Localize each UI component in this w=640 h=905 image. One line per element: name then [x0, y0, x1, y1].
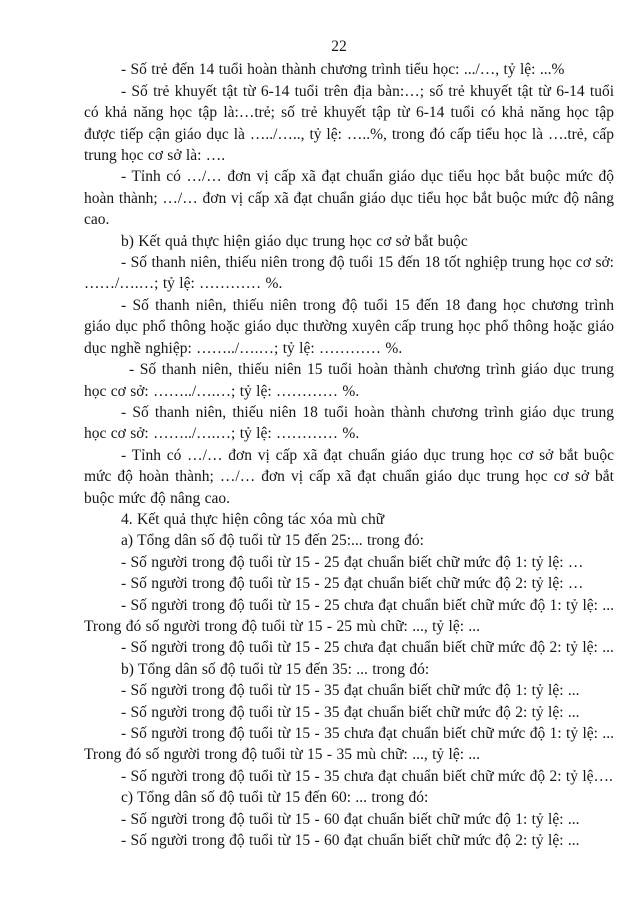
section-heading-4-literacy: 4. Kết quả thực hiện công tác xóa mù chữ [121, 510, 385, 528]
paragraph-15-18-graduation: - Số thanh niên, thiếu niên trong độ tuổi 15 đến 18 tốt nghiệp trung học cơ sở: ……/….…; tỷ lệ: ………… %. [84, 254, 614, 293]
page-number: 22 [331, 38, 347, 55]
paragraph-15-35-below-level2: - Số người trong độ tuổi từ 15 - 35 chưa đạt chuẩn biết chữ mức độ 2: tỷ lệ…. [121, 767, 613, 785]
paragraph-15-25-below-level2: - Số người trong độ tuổi từ 15 - 25 chưa đạt chuẩn biết chữ mức độ 2: tỷ lệ: ... [121, 639, 614, 657]
paragraph-15-18-enrolled: - Số thanh niên, thiếu niên trong độ tuổi 15 đến 18 đang học chương trình giáo dục phổ thông hoặc giáo dục thường xuyên cấp trung học phổ thông hoặc giáo dục nghề nghiệp: ……../….…; tỷ lệ: ………… %. [84, 296, 614, 357]
section-heading-b-15-35: b) Tổng dân số độ tuổi từ 15 đến 35: ... trong đó: [121, 660, 430, 678]
section-heading-c-15-60: c) Tổng dân số độ tuổi từ 15 đến 60: ... trong đó: [121, 789, 429, 807]
section-heading-a-15-25: a) Tổng dân số độ tuổi từ 15 đến 25:... trong đó: [121, 532, 424, 550]
paragraph-province-secondary-standard: - Tỉnh có …/… đơn vị cấp xã đạt chuẩn giáo dục trung học cơ sở bắt buộc mức độ hoàn thành; …/… đơn vị cấp xã đạt chuẩn giáo dục trung học cơ sở bắt buộc mức độ nâng cao. [84, 446, 614, 507]
paragraph-18-completion: - Số thanh niên, thiếu niên 18 tuổi hoàn thành chương trình giáo dục trung học cơ sở: ……../….…; tỷ lệ: ………… %. [84, 403, 614, 443]
paragraph-province-primary-standard: - Tỉnh có …/… đơn vị cấp xã đạt chuẩn giáo dục tiểu học bắt buộc mức độ hoàn thành; …/… đơn vị cấp xã đạt chuẩn giáo dục tiểu học bắt buộc mức độ nâng cao. [84, 168, 614, 229]
document-body [84, 59, 614, 851]
paragraph-15-35-level1: - Số người trong độ tuổi từ 15 - 35 đạt chuẩn biết chữ mức độ 1: tỷ lệ: ... [121, 682, 580, 700]
paragraph-15-35-below-level1: - Số người trong độ tuổi từ 15 - 35 chưa đạt chuẩn biết chữ mức độ 1: tỷ lệ: ... Trong đó số người trong độ tuổi từ 15 - 35 mù chữ: ..., tỷ lệ: ... [84, 725, 614, 764]
paragraph-15-25-below-level1: - Số người trong độ tuổi từ 15 - 25 chưa đạt chuẩn biết chữ mức độ 1: tỷ lệ: ... Trong đó số người trong độ tuổi từ 15 - 25 mù chữ: ..., tỷ lệ: ... [84, 596, 614, 635]
paragraph-15-60-level2: - Số người trong độ tuổi từ 15 - 60 đạt chuẩn biết chữ mức độ 2: tỷ lệ: ... [121, 832, 580, 850]
paragraph-15-completion: - Số thanh niên, thiếu niên 15 tuổi hoàn thành chương trình giáo dục trung học cơ sở: ……../….…; tỷ lệ: ………… %. [84, 361, 614, 400]
paragraph-15-25-level2: - Số người trong độ tuổi từ 15 - 25 đạt chuẩn biết chữ mức độ 2: tỷ lệ: … [121, 575, 584, 593]
section-heading-b-lower-secondary: b) Kết quả thực hiện giáo dục trung học cơ sở bắt buộc [121, 232, 468, 250]
paragraph-primary-completion: - Số trẻ đến 14 tuổi hoàn thành chương trình tiểu học: .../…, tỷ lệ: ...% [121, 61, 565, 79]
paragraph-15-60-level1: - Số người trong độ tuổi từ 15 - 60 đạt chuẩn biết chữ mức độ 1: tỷ lệ: ... [121, 810, 580, 828]
paragraph-15-35-level2: - Số người trong độ tuổi từ 15 - 35 đạt chuẩn biết chữ mức độ 2: tỷ lệ: ... [121, 703, 580, 721]
paragraph-disabled-children: - Số trẻ khuyết tật từ 6-14 tuổi trên địa bàn:…; số trẻ khuyết tật từ 6-14 tuổi có khả năng học tập là:…trẻ; số trẻ khuyết tập từ 6-14 tuổi có khả năng học tập được tiếp cận giáo dục là …../….., tỷ lệ: …..%, trong đó cấp tiểu học là ….trẻ, cấp trung học cơ sở là: …. [84, 82, 614, 165]
paragraph-15-25-level1: - Số người trong độ tuổi từ 15 - 25 đạt chuẩn biết chữ mức độ 1: tỷ lệ: … [121, 553, 584, 571]
